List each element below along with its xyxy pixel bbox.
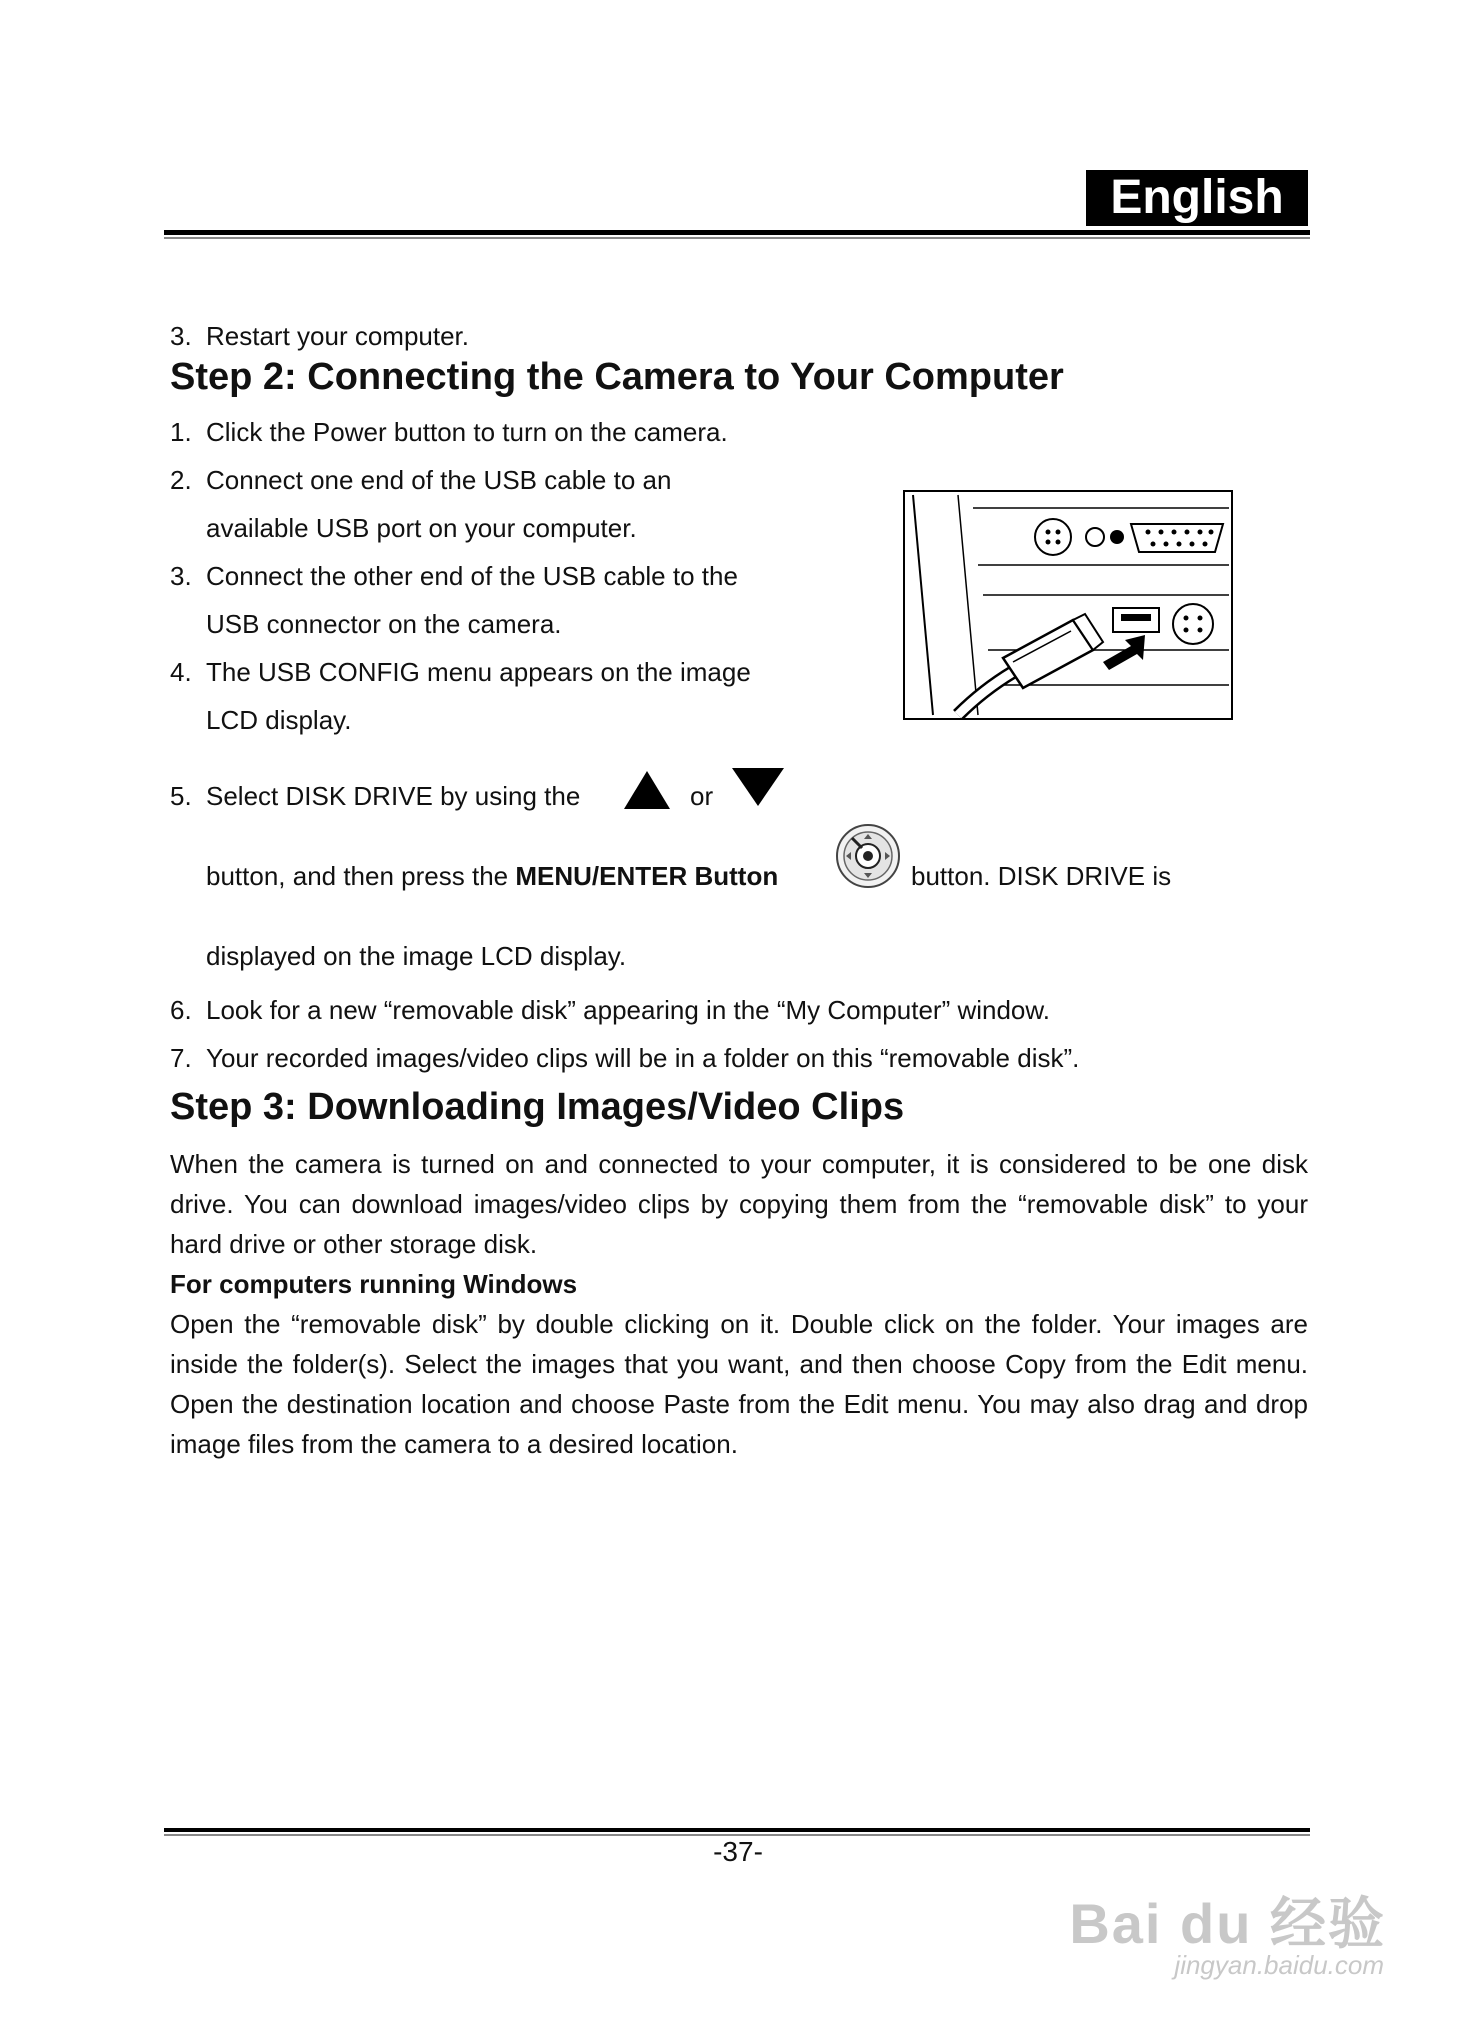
list-text-continued: LCD display. xyxy=(206,705,352,735)
list-text: The USB CONFIG menu appears on the image xyxy=(206,657,751,687)
list-text-continued: displayed on the image LCD display. xyxy=(206,941,627,971)
menu-enter-button-icon xyxy=(834,822,902,890)
list-number: 3. xyxy=(170,561,192,591)
page-number: -37- xyxy=(713,1836,763,1867)
or-text: or xyxy=(690,781,714,811)
list-text: Select DISK DRIVE by using the xyxy=(206,781,581,811)
list-text-continued: USB connector on the camera. xyxy=(206,609,562,639)
list-text-continued: available USB port on your computer. xyxy=(206,513,637,543)
list-number: 4. xyxy=(170,657,192,687)
list-text: Your recorded images/video clips will be in a folder on this “removable disk”. xyxy=(206,1043,1080,1073)
list-text: Restart your computer. xyxy=(206,321,469,351)
up-arrow-icon xyxy=(622,768,672,812)
list-text: Look for a new “removable disk” appearing in the “My Computer” window. xyxy=(206,995,1050,1025)
down-arrow-icon xyxy=(730,766,786,808)
list-text-continued xyxy=(206,856,778,896)
step3-paragraph: When the camera is turned on and connected to your computer, it is considered to be one disk drive. You can download images/video clips by copying them from the “removable disk” to your hard drive or other storage disk. xyxy=(170,1149,1308,1259)
usb-connection-illustration xyxy=(903,490,1233,720)
list-number: 6. xyxy=(170,995,192,1025)
list-text: Click the Power button to turn on the camera. xyxy=(206,417,728,447)
header-rule-shadow xyxy=(164,237,1310,239)
menu-enter-label: MENU/ENTER Button xyxy=(515,861,779,891)
list-text: Connect one end of the USB cable to an xyxy=(206,465,672,495)
list-number: 3. xyxy=(170,321,192,351)
language-tab: English xyxy=(1086,170,1308,226)
footer-rule xyxy=(164,1828,1310,1832)
list-text: Connect the other end of the USB cable to the xyxy=(206,561,738,591)
list-number: 7. xyxy=(170,1043,192,1073)
list-number: 2. xyxy=(170,465,192,495)
step3-heading: Step 3: Downloading Images/Video Clips xyxy=(170,1086,905,1128)
baidu-watermark: Bai du 经验 xyxy=(1069,1892,1386,1955)
list-number: 5. xyxy=(170,781,192,811)
baidu-watermark-url: jingyan.baidu.com xyxy=(1174,1950,1384,1980)
step2-heading: Step 2: Connecting the Camera to Your Computer xyxy=(170,356,1064,398)
list-number: 1. xyxy=(170,417,192,447)
list-text-continued: button. DISK DRIVE is xyxy=(911,861,1172,891)
windows-subheading: For computers running Windows xyxy=(170,1269,578,1299)
list-text: button, and then press the xyxy=(206,861,509,891)
header-rule xyxy=(164,230,1310,235)
windows-paragraph: Open the “removable disk” by double clicking on it. Double click on the folder. Your images are inside the folder(s). Select the images that you want, and then choose Copy from the Edit menu. Open the destination location and choose Paste from the Edit menu. You may also drag and drop image files from the camera to a desired location. xyxy=(170,1309,1308,1459)
